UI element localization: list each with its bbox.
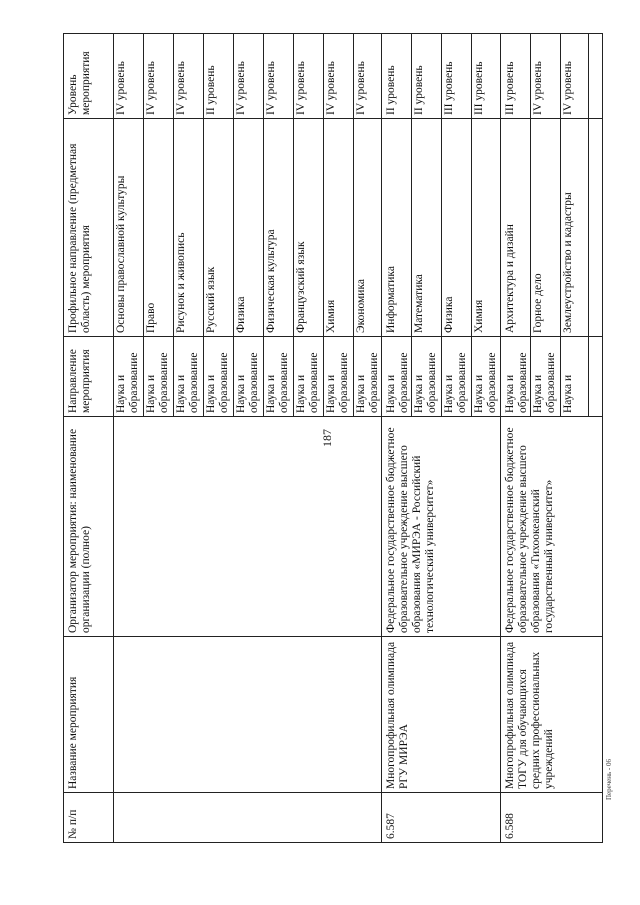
row-direction: Наука и образование: [115, 352, 140, 413]
row-direction: Наука и образование: [413, 352, 438, 413]
row-level: II уровень: [205, 65, 217, 115]
entry-number: 6.588: [504, 813, 516, 839]
row-profile: Право: [145, 302, 157, 333]
row-level: IV уровень: [265, 61, 277, 115]
olympiad-table: [63, 33, 603, 843]
entry-number: 6.587: [385, 813, 397, 839]
header-direction: Направление мероприятия: [67, 349, 92, 413]
row-level: IV уровень: [562, 61, 574, 115]
event-name: Многопрофильная олимпиада РГУ МИРЭА: [385, 641, 410, 789]
organizer: Федеральное государственное бюджетное образовательное учреждение высшего образования «МИРЭА - Российский технологический университет»: [385, 427, 436, 633]
row-profile: Экономика: [355, 279, 367, 333]
row-level: IV уровень: [115, 61, 127, 115]
row-level: III уровень: [473, 61, 485, 115]
row-level: II уровень: [385, 65, 397, 115]
row-level: II уровень: [413, 65, 425, 115]
row-direction: Наука и образование: [145, 352, 170, 413]
row-direction: Наука и образование: [473, 352, 498, 413]
row-level: IV уровень: [355, 61, 367, 115]
row-profile: Основы православной культуры: [115, 175, 127, 333]
row-direction: Наука и образование: [504, 352, 529, 413]
row-direction: Наука и образование: [325, 352, 350, 413]
row-profile: Физика: [235, 296, 247, 333]
footer-text: Перечень - 06: [605, 759, 613, 800]
header-organizer: Организатор мероприятия: наименование организации (полное): [67, 428, 92, 633]
row-profile: Французский язык: [295, 241, 307, 333]
row-direction: Наука и образование: [205, 352, 230, 413]
row-profile: Химия: [473, 299, 485, 333]
row-direction: Наука и образование: [295, 352, 320, 413]
row-profile: Горное дело: [532, 273, 544, 333]
row-direction: Наука и образование: [355, 352, 380, 413]
header-profile: Профильное направление (предметная область) мероприятия: [67, 143, 92, 333]
row-direction: Наука и образование: [532, 352, 557, 413]
header-name: Название мероприятия: [67, 676, 79, 789]
row-level: IV уровень: [235, 61, 247, 115]
row-profile: Физическая культура: [265, 229, 277, 333]
row-level: IV уровень: [325, 61, 337, 115]
row-level: IV уровень: [175, 61, 187, 115]
rotated-page: [63, 33, 603, 843]
row-level: IV уровень: [145, 61, 157, 115]
organizer: Федеральное государственное бюджетное образовательное учреждение высшего образования «Тихоокеанский государственный университет»: [504, 427, 555, 633]
row-direction: Наука и: [562, 374, 574, 413]
row-profile: Рисунок и живопись: [175, 232, 187, 333]
row-profile: Математика: [413, 274, 425, 333]
row-profile: Русский язык: [205, 266, 217, 333]
row-direction: Наука и образование: [235, 352, 260, 413]
row-profile: Землеустройство и кадастры: [562, 192, 574, 333]
header-level: Уровень мероприятия: [67, 51, 92, 115]
row-direction: Наука и образование: [175, 352, 200, 413]
row-profile: Архитектура и дизайн: [504, 224, 516, 333]
event-name: Многопрофильная олимпиада ТОГУ для обучающихся средних профессиональных учреждений: [504, 641, 555, 789]
row-level: IV уровень: [532, 61, 544, 115]
row-profile: Химия: [325, 299, 337, 333]
row-direction: Наука и образование: [385, 352, 410, 413]
row-profile: Физика: [443, 296, 455, 333]
row-level: III уровень: [443, 61, 455, 115]
header-num: № п/п: [67, 809, 79, 839]
row-level: III уровень: [504, 61, 516, 115]
row-direction: Наука и образование: [265, 352, 290, 413]
row-profile: Информатика: [385, 266, 397, 333]
row-direction: Наука и образование: [443, 352, 468, 413]
row-level: IV уровень: [295, 61, 307, 115]
page-number: 187: [320, 429, 334, 447]
